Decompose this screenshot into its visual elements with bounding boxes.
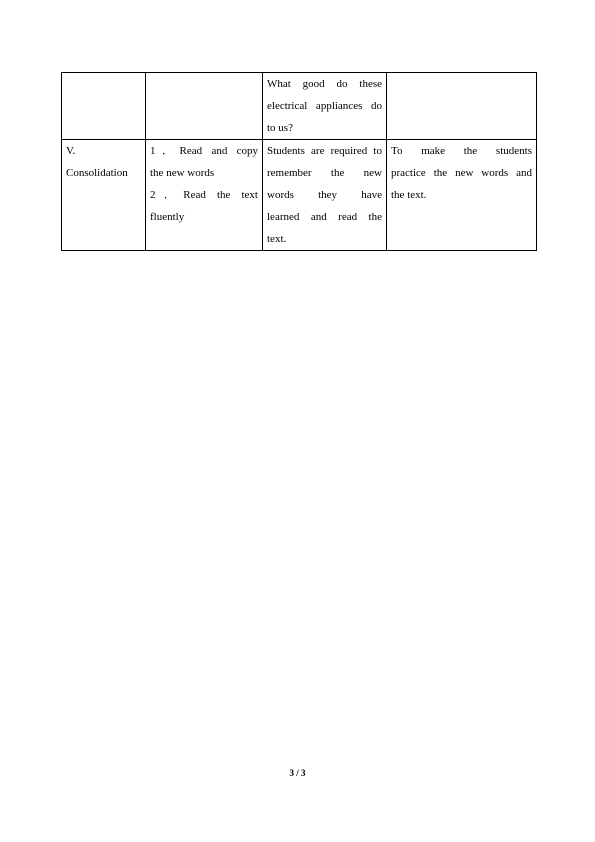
- table-row: [62, 73, 537, 140]
- cell-text-line: practice the new words and: [391, 167, 532, 179]
- cell-text-line: the new words: [150, 167, 215, 179]
- purpose-cell: [387, 73, 537, 140]
- stage-cell: [62, 73, 146, 140]
- cell-text-line: text.: [267, 233, 287, 245]
- student-cell: [263, 140, 387, 251]
- cell-text-line: to us?: [267, 122, 293, 134]
- cell-text-line: words they have: [267, 189, 382, 201]
- cell-text-line: learned and read the: [267, 211, 382, 223]
- cell-text-line: fluently: [150, 211, 185, 223]
- lesson-plan-table: [61, 72, 537, 251]
- activity-cell: [146, 73, 263, 140]
- cell-text-line: What good do these: [267, 78, 382, 90]
- cell-text-line: Students are required to: [267, 145, 382, 157]
- cell-text-line: To make the students: [391, 145, 532, 157]
- cell-text-line: 1．Read and copy: [150, 145, 258, 157]
- stage-cell: [62, 140, 146, 251]
- student-cell: [263, 73, 387, 140]
- table-row: [62, 140, 537, 251]
- cell-text-line: the text.: [391, 189, 427, 201]
- purpose-cell: [387, 140, 537, 251]
- page-number: 3 / 3: [289, 768, 306, 778]
- cell-text-line: Consolidation: [66, 167, 128, 179]
- cell-text-line: 2．Read the text: [150, 189, 258, 201]
- cell-text-line: remember the new: [267, 167, 382, 179]
- cell-text-line: V.: [66, 145, 76, 157]
- activity-cell: [146, 140, 263, 251]
- cell-text-line: electrical appliances do: [267, 100, 382, 112]
